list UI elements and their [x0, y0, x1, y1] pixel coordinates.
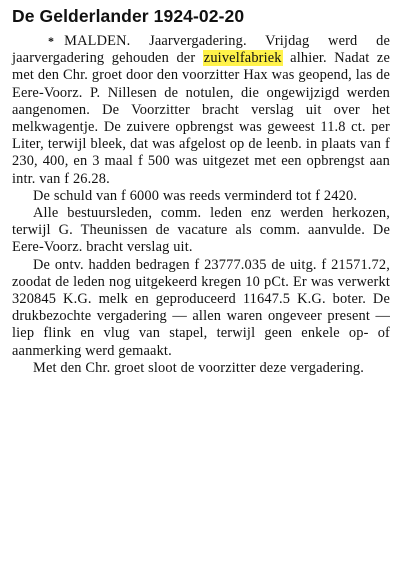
- bullet-icon: *: [48, 34, 55, 48]
- paragraph-1-text-start: MALDEN. Jaarvergadering. Vrijdag werd de jaarvergadering gehouden der: [12, 33, 390, 67]
- paragraph-5: Met den Chr. groet sloot de voorzitter deze vergadering.: [33, 359, 365, 376]
- paragraph-1-text-end: alhier. Nadat ze met den Chr. groet door den voorzitter Hax was geopend, las de Eere-Voorz. P. Nillesen de notulen, die ongewijzigd werden aangenomen. De Voorzitter bracht verslag uit over het melkwagentje. De zuivere opbrengst was geweest 11.8 ct. per Liter, terwijl bleek, dat was afgelost op de leenb. in plaats van f 230, 400, en 3 maal f 500 was uitgezet met een opbrengst aan intr. van f 26.28.: [12, 50, 390, 187]
- paragraph-3: Alle bestuursleden, comm. leden enz werden herkozen, terwijl G. Theunissen de vacature als comm. aanvulde. De Eere-Voorz. bracht verslag uit.: [12, 205, 390, 256]
- article-body: [12, 33, 390, 377]
- clipping-header: De Gelderlander 1924-02-20: [12, 6, 245, 26]
- paragraph-4: De ontv. hadden bedragen f 23777.035 de uitg. f 21571.72, zoodat de leden nog uitgekeerd kregen 10 pCt. Er was verwerkt 320845 K.G. melk en geproduceerd 11647.5 K.G. boter. De drukbezochte vergadering — allen waren ongeveer present — liep flink en vlug van stapel, terwijl geen enkele op- of aanmerking werd gemaakt.: [12, 256, 390, 359]
- search-term-highlight: zuivelfabriek: [203, 50, 282, 67]
- paragraph-1: [12, 33, 390, 188]
- paragraph-2: De schuld van f 6000 was reeds verminderd tot f 2420.: [33, 187, 358, 204]
